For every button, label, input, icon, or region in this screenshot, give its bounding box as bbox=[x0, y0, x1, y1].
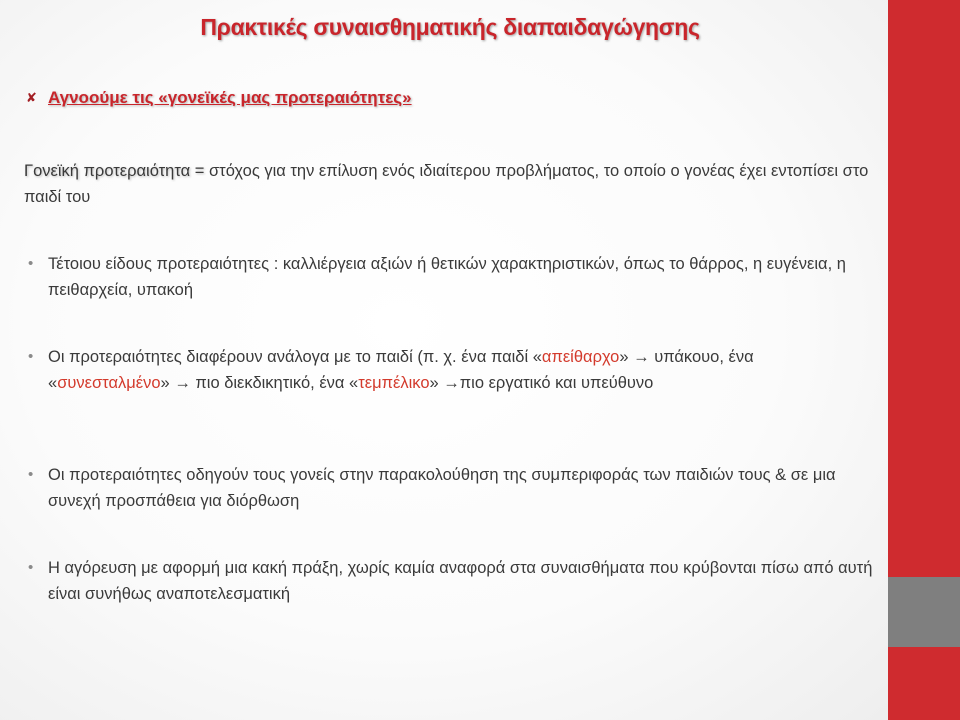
side-bar-gray bbox=[888, 577, 960, 647]
right-arrow-icon: → bbox=[174, 374, 191, 392]
slide-title: Πρακτικές συναισθηματικής διαπαιδαγώγησης bbox=[200, 14, 700, 40]
bullet-dot-icon: • bbox=[28, 255, 34, 272]
b2-part-3: υπάκουο, ένα « bbox=[48, 348, 754, 392]
bullet-text-3: Οι προτεραιότητες οδηγούν τους γονείς στην παρακολούθηση της συμπεριφοράς των παιδιών τους & σε μια συνεχή προσπάθεια για διόρθωση bbox=[48, 466, 836, 510]
definition-text: στόχος για την επίλυση ενός ιδιαίτερου προβλήματος, το οποίο ο γονέας έχει εντοπίσει στο παιδί του bbox=[24, 162, 869, 206]
right-arrow-icon: → bbox=[443, 374, 460, 392]
b2-highlight-1: απείθαρχο bbox=[541, 348, 620, 366]
bullet-item-3 bbox=[28, 462, 873, 514]
b2-part-2: » bbox=[619, 348, 634, 366]
side-bar-red-bottom bbox=[888, 647, 960, 720]
bullet-item-2 bbox=[28, 344, 873, 396]
b2-part-6: » bbox=[429, 374, 444, 392]
bullet-dot-icon: • bbox=[28, 348, 34, 365]
subheading-text: Αγνοούμε τις «γονεϊκές μας προτεραιότητες» bbox=[48, 88, 412, 107]
bullet-item-4 bbox=[28, 555, 873, 607]
x-mark-icon: ✘ bbox=[26, 90, 37, 105]
bullet-text-2 bbox=[48, 344, 873, 396]
definition-term: Γονεϊκή προτεραιότητα = bbox=[24, 162, 205, 180]
b2-part-4: » bbox=[160, 374, 175, 392]
b2-part-1: Οι προτεραιότητες διαφέρουν ανάλογα με το παιδί (π. χ. ένα παιδί « bbox=[48, 348, 542, 366]
bullet-text-1: Τέτοιου είδους προτεραιότητες : καλλιέργεια αξιών ή θετικών χαρακτηριστικών, όπως το θάρρος, η ευγένεια, η πειθαρχεία, υπακοή bbox=[48, 255, 846, 299]
b2-highlight-2: συνεσταλμένο bbox=[57, 374, 161, 392]
b2-part-5: πιο διεκδικητικό, ένα « bbox=[190, 374, 359, 392]
bullet-text-4: Η αγόρευση με αφορμή μια κακή πράξη, χωρίς καμία αναφορά στα συναισθήματα που κρύβονται πίσω από αυτή είναι συνήθως αναποτελεσματική bbox=[48, 559, 873, 603]
bullet-dot-icon: • bbox=[28, 559, 34, 576]
definition-paragraph bbox=[24, 158, 874, 210]
b2-highlight-3: τεμπέλικο bbox=[358, 374, 430, 392]
bullet-item-1 bbox=[28, 251, 873, 303]
subheading bbox=[26, 88, 412, 108]
side-bar-red-top bbox=[888, 0, 960, 577]
right-arrow-icon: → bbox=[633, 348, 650, 366]
bullet-dot-icon: • bbox=[28, 466, 34, 483]
b2-part-7: πιο εργατικό και υπεύθυνο bbox=[459, 374, 654, 392]
